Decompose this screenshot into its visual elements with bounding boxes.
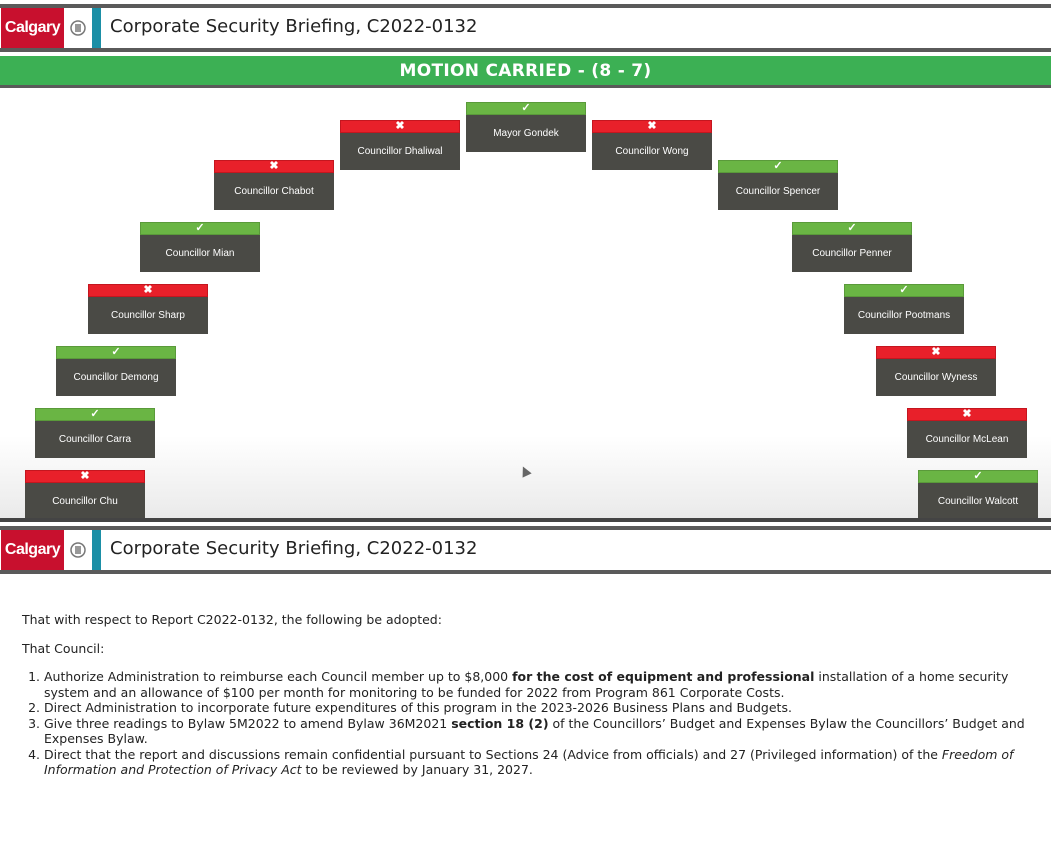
item-text: of the Councillors’ Budget and Expenses Bylaw the Councillors’ Budget and Expenses Bylaw.: [44, 715, 1025, 746]
seat-penner: [792, 222, 912, 272]
motion-text: [22, 612, 1032, 778]
item-bold-text: section 18 (2): [451, 715, 549, 731]
motion-text-screen: [0, 522, 1051, 853]
seat-demong: [56, 346, 176, 396]
x-icon: ✖: [25, 470, 145, 483]
motion-item: [44, 669, 1032, 700]
seat-name: Councillor Wong: [592, 133, 712, 170]
seat-dhaliwal: [340, 120, 460, 170]
item-italic-text: Freedom of Information and Protection of Privacy Act: [44, 746, 1014, 777]
seat-wong: [592, 120, 712, 170]
seat-name: Councillor Penner: [792, 235, 912, 272]
check-icon: ✓: [466, 102, 586, 115]
seat-name: Councillor Wyness: [876, 359, 996, 396]
item-text: Direct that the report and discussions remain confidential pursuant to Sections 24 (Advice from officials) and 27 (Privileged information) of the: [44, 746, 942, 762]
motion-item: [44, 700, 1032, 716]
item-text: Give three readings to Bylaw 5M2022 to amend Bylaw 36M2021: [44, 715, 452, 731]
seat-name: Councillor Chu: [25, 483, 145, 520]
item-text: to be reviewed by January 31, 2027.: [301, 762, 533, 777]
seat-wyness: [876, 346, 996, 396]
seat-pootmans: [844, 284, 964, 334]
seat-name: Councillor Walcott: [918, 483, 1038, 520]
check-icon: ✓: [56, 346, 176, 359]
motion-intro: That with respect to Report C2022-0132, the following be adopted:: [22, 612, 442, 627]
x-icon: ✖: [88, 284, 208, 297]
motion-items: [22, 669, 1032, 778]
seat-spencer: [718, 160, 838, 210]
check-icon: ✓: [140, 222, 260, 235]
crest-icon: [64, 8, 92, 48]
seat-chu: [25, 470, 145, 520]
check-icon: ✓: [718, 160, 838, 173]
seat-name: Councillor Chabot: [214, 173, 334, 210]
check-icon: ✓: [918, 470, 1038, 483]
page-title: Corporate Security Briefing, C2022-0132: [110, 16, 478, 37]
seat-gondek: [466, 102, 586, 152]
seat-carra: [35, 408, 155, 458]
check-icon: ✓: [792, 222, 912, 235]
seat-name: Councillor McLean: [907, 421, 1027, 458]
check-icon: ✓: [35, 408, 155, 421]
seat-name: Mayor Gondek: [466, 115, 586, 152]
logo-stripe: [92, 530, 101, 570]
logo-text: Calgary: [1, 530, 64, 570]
page-title: Corporate Security Briefing, C2022-0132: [110, 538, 478, 559]
item-bold-text: for the cost of equipment and professional: [512, 669, 815, 684]
logo-text: Calgary: [1, 8, 64, 48]
motion-result-banner: MOTION CARRIED - (8 - 7): [0, 56, 1051, 88]
header-bar: [0, 4, 1051, 52]
seat-mian: [140, 222, 260, 272]
seat-name: Councillor Carra: [35, 421, 155, 458]
crest-icon: [64, 530, 92, 570]
seat-walcott: [918, 470, 1038, 520]
seat-name: Councillor Pootmans: [844, 297, 964, 334]
seat-name: Councillor Mian: [140, 235, 260, 272]
calgary-logo: [1, 8, 101, 48]
header-bar: [0, 526, 1051, 574]
seat-name: Councillor Dhaliwal: [340, 133, 460, 170]
council-heading: That Council:: [22, 640, 105, 656]
check-icon: ✓: [844, 284, 964, 297]
logo-stripe: [92, 8, 101, 48]
council-chamber: [0, 90, 1051, 522]
motion-item: [44, 716, 1032, 747]
x-icon: ✖: [340, 120, 460, 133]
seat-name: Councillor Spencer: [718, 173, 838, 210]
seat-mclean: [907, 408, 1027, 458]
x-icon: ✖: [214, 160, 334, 173]
motion-item: [44, 747, 1032, 778]
seat-name: Councillor Sharp: [88, 297, 208, 334]
item-text: Authorize Administration to reimburse each Council member up to $8,000: [44, 669, 513, 684]
item-text: Direct Administration to incorporate future expenditures of this program in the 2023-2026 Business Plans and Budgets.: [44, 700, 792, 715]
seat-chabot: [214, 160, 334, 210]
x-icon: ✖: [592, 120, 712, 133]
x-icon: ✖: [876, 346, 996, 359]
x-icon: ✖: [907, 408, 1027, 421]
seat-name: Councillor Demong: [56, 359, 176, 396]
item-text: installation of a home security system and an allowance of $100 per month for monitoring to be funded for 2022 from Program 861 Corporate Costs.: [44, 669, 1009, 700]
seat-sharp: [88, 284, 208, 334]
calgary-logo: [1, 530, 101, 570]
